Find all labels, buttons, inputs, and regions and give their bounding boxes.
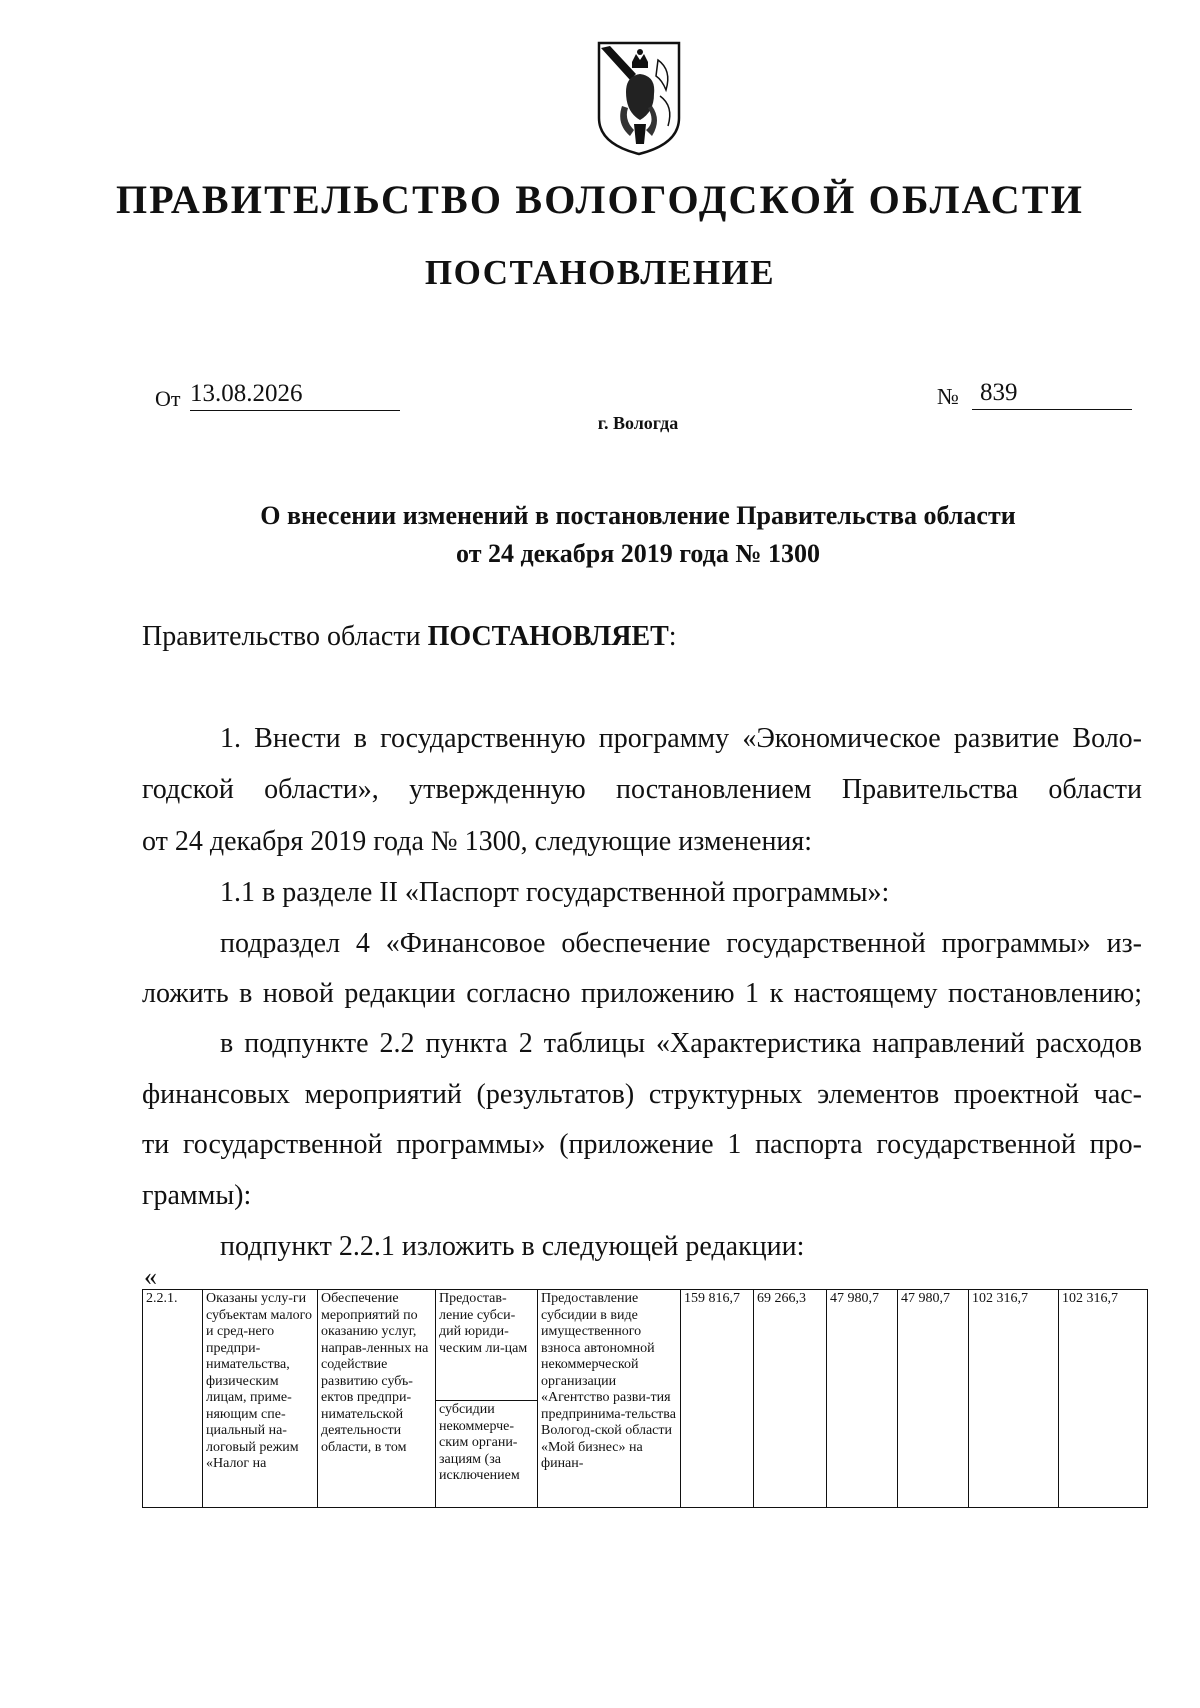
- paragraph-1-line-1: 1. Внести в государственную программу «Экономическое развитие Воло-: [220, 723, 1142, 754]
- date-field: [190, 380, 400, 411]
- number-field: [972, 379, 1132, 410]
- intro-paragraph: [142, 621, 677, 653]
- activity-cell: Обеспечение мероприятий по оказанию услуг, направ-ленных на содействие развитию субъ-ектов предпри-нимательской деятельности области, в том: [318, 1290, 436, 1508]
- date-value: 13.08.2026: [190, 380, 303, 407]
- paragraph-1-3-line-2: финансовых мероприятий (результатов) структурных элементов проектной час-: [142, 1079, 1142, 1110]
- expense-direction-top: Предостав-ление субси-дий юриди-ческим ли-цам: [436, 1290, 537, 1401]
- intro-bold: ПОСТАНОВЛЯЕТ: [427, 621, 669, 652]
- coat-of-arms-icon: [596, 40, 682, 158]
- number-value: 839: [980, 379, 1018, 406]
- intro-tail: :: [668, 621, 677, 652]
- subject-line-1: О внесении изменений в постановление Правительства области: [260, 501, 1016, 530]
- row-number: 2.2.1.: [143, 1290, 203, 1508]
- amount-cell: 69 266,3: [754, 1290, 827, 1508]
- paragraph-1-3-line-4: граммы):: [142, 1180, 252, 1211]
- organization-title: ПРАВИТЕЛЬСТВО ВОЛОГОДСКОЙ ОБЛАСТИ: [115, 177, 1085, 222]
- amount-cell: 159 816,7: [681, 1290, 754, 1508]
- expense-direction-cell: [436, 1290, 538, 1508]
- paragraph-1-2-line-1: подраздел 4 «Финансовое обеспечение государственной программы» из-: [220, 928, 1142, 959]
- expense-direction-bottom: субсидии некоммерче-ским органи-зациям (за исключением: [439, 1402, 520, 1483]
- number-label: №: [937, 384, 959, 409]
- paragraph-1-line-3: от 24 декабря 2019 года № 1300, следующие изменения:: [142, 826, 813, 857]
- paragraph-1-3-line-1: в подпункте 2.2 пункта 2 таблицы «Характеристика направлений расходов: [220, 1028, 1142, 1059]
- amount-cell: 102 316,7: [1059, 1290, 1148, 1508]
- paragraph-1-4: подпункт 2.2.1 изложить в следующей редакции:: [220, 1231, 805, 1262]
- intro-text: Правительство области: [142, 621, 428, 652]
- description-cell: Предоставление субсидии в виде имущественного взноса автономной некоммерческой организации «Агентство разви-тия предпринима-тельства Вологод-ской области «Мой бизнес» на финан-: [538, 1290, 681, 1508]
- table-row: [143, 1290, 1148, 1508]
- subject-line-2: от 24 декабря 2019 года № 1300: [456, 539, 820, 568]
- document-subject: [100, 497, 1176, 573]
- result-cell: Оказаны услу-ги субъектам малого и сред-него предпри-нимательства, физическим лицам, приме-няющим спе-циальный на-логовый режим «Налог на: [203, 1290, 318, 1508]
- paragraph-1-1: 1.1 в разделе II «Паспорт государственной программы»:: [220, 877, 890, 908]
- city: г. Вологда: [597, 413, 679, 433]
- amount-cell: 47 980,7: [827, 1290, 898, 1508]
- amendment-table: [142, 1289, 1148, 1508]
- document-type: ПОСТАНОВЛЕНИЕ: [424, 253, 776, 292]
- open-quote: «: [144, 1262, 157, 1291]
- amount-cell: 47 980,7: [898, 1290, 969, 1508]
- paragraph-1-3-line-3: ти государственной программы» (приложение 1 паспорта государственной про-: [142, 1129, 1142, 1160]
- paragraph-1-2-line-2: ложить в новой редакции согласно приложению 1 к настоящему постановлению;: [142, 978, 1142, 1009]
- amount-cell: 102 316,7: [969, 1290, 1059, 1508]
- paragraph-1-line-2: годской области», утвержденную постановлением Правительства области: [142, 774, 1142, 805]
- date-label: От: [155, 386, 181, 411]
